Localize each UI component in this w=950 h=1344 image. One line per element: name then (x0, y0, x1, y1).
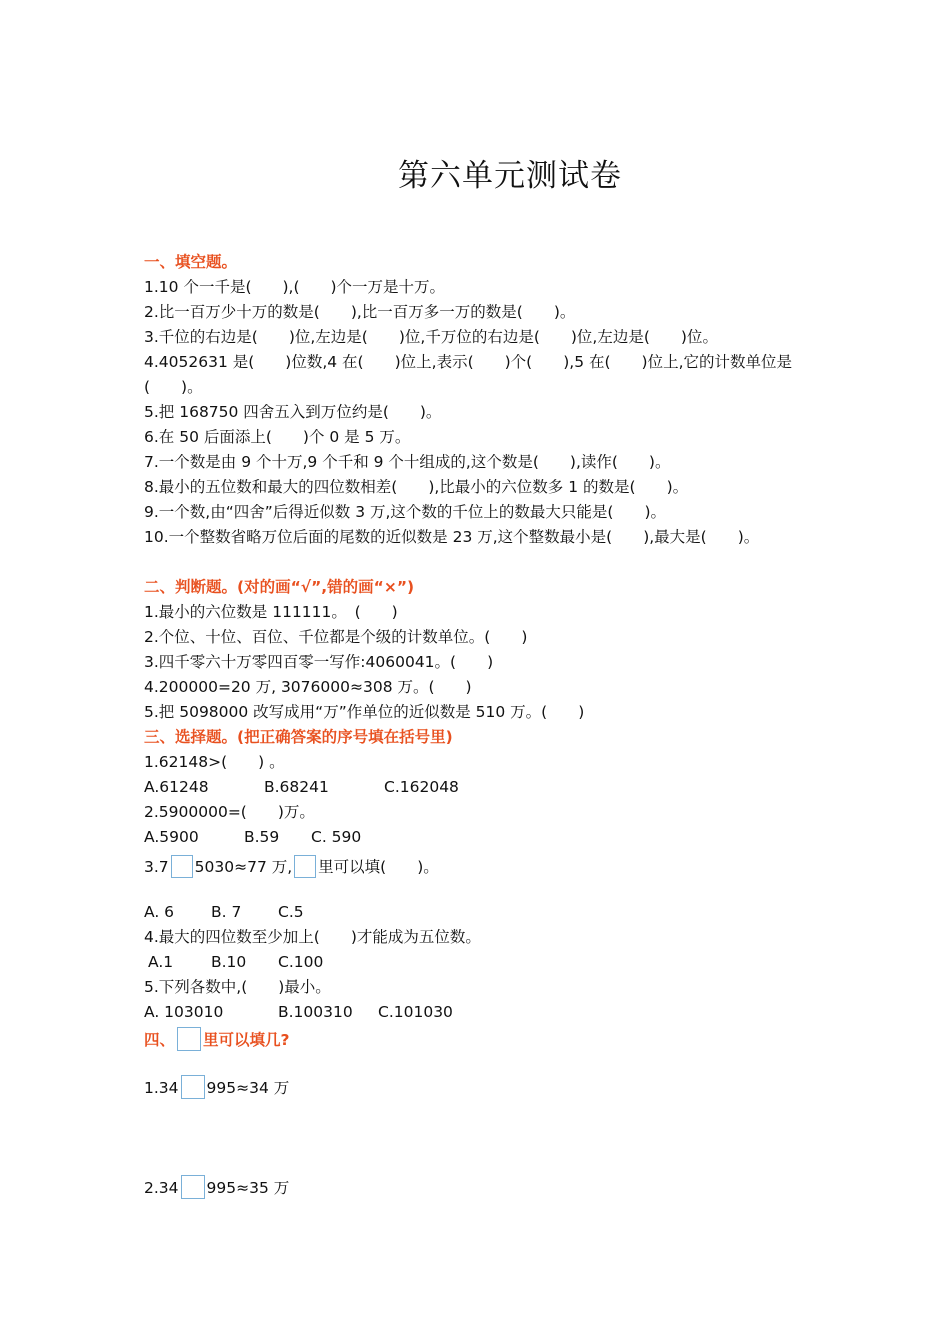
fill-question-4: 4.4052631 是( )位数,4 在( )位上,表示( )个( ),5 在( )位上,它的计数单位是( )。 (144, 353, 793, 396)
fill-question-2: 2.比一百万少十万的数是( ),比一百万多一万的数是( )。 (144, 303, 576, 321)
q3-suffix: 里可以填( )。 (318, 858, 439, 876)
worksheet-body (144, 250, 814, 1203)
option-b: B.59 (244, 828, 280, 846)
blank-box-icon (181, 1175, 205, 1199)
box-question-2 (144, 1173, 814, 1203)
option-b: B.10 (211, 953, 247, 971)
option-a: A. 103010 (144, 1003, 224, 1021)
fill-question-5: 5.把 168750 四舍五入到万位约是( )。 (144, 403, 442, 421)
option-a: A.1 (148, 953, 174, 971)
section-judge-heading: 二、判断题。(对的画“√”,错的画“×”) (144, 578, 415, 596)
option-c: C.101030 (378, 1003, 453, 1021)
box-question-1 (144, 1073, 814, 1103)
option-b: B. 7 (211, 903, 242, 921)
page-title: 第六单元测试卷 (398, 158, 622, 194)
blank-box-icon (294, 855, 316, 878)
box-q2-prefix: 2.34 (144, 1179, 179, 1197)
fill-question-8: 8.最小的五位数和最大的四位数相差( ),比最小的六位数多 1 的数是( )。 (144, 478, 689, 496)
choice-question-1: 1.62148>( ) 。 (144, 753, 285, 771)
blank-box-icon (181, 1075, 205, 1099)
choice-question-2: 2.5900000=( )万。 (144, 803, 315, 821)
choice-question-2-options (144, 825, 814, 850)
option-a: A.61248 (144, 778, 209, 796)
fill-question-7: 7.一个数是由 9 个十万,9 个千和 9 个十组成的,这个数是( ),读作( )。 (144, 453, 671, 471)
fill-question-10: 10.一个整数省略万位后面的尾数的近似数是 23 万,这个整数最小是( ),最大是( )。 (144, 528, 760, 546)
judge-question-5: 5.把 5098000 改写成用“万”作单位的近似数是 510 万。( ) (144, 703, 585, 721)
option-c: C.162048 (384, 778, 459, 796)
choice-question-5-options (144, 1000, 814, 1025)
judge-question-2: 2.个位、十位、百位、千位都是个级的计数单位。( ) (144, 628, 528, 646)
option-b: B.100310 (278, 1003, 353, 1021)
choice-question-3-options (144, 900, 814, 925)
fill-question-9: 9.一个数,由“四舍”后得近似数 3 万,这个数的千位上的数最大只能是( )。 (144, 503, 667, 521)
q3-prefix: 3.7 (144, 858, 169, 876)
blank-box-icon (171, 855, 193, 878)
option-c: C. 590 (311, 828, 362, 846)
choice-question-5: 5.下列各数中,( )最小。 (144, 978, 331, 996)
choice-question-1-options (144, 775, 814, 800)
box-q2-suffix: 995≈35 万 (206, 1179, 290, 1197)
blank-box-icon (177, 1027, 201, 1051)
fill-question-1: 1.10 个一千是( ),( )个一万是十万。 (144, 278, 446, 296)
option-c: C.100 (278, 953, 324, 971)
q3-middle: 5030≈77 万, (194, 858, 293, 876)
choice-question-4-options (144, 950, 814, 975)
option-b: B.68241 (264, 778, 329, 796)
option-a: A. 6 (144, 903, 175, 921)
judge-question-3: 3.四千零六十万零四百零一写作:4060041。( ) (144, 653, 494, 671)
fill-question-6: 6.在 50 后面添上( )个 0 是 5 万。 (144, 428, 411, 446)
judge-question-1: 1.最小的六位数是 111111。 ( ) (144, 603, 398, 621)
section-box-heading (144, 1025, 814, 1055)
box-q1-suffix: 995≈34 万 (206, 1079, 290, 1097)
section-box-heading-suffix: 里可以填几? (203, 1031, 290, 1049)
fill-question-3: 3.千位的右边是( )位,左边是( )位,千万位的右边是( )位,左边是( )位。 (144, 328, 718, 346)
option-c: C.5 (278, 903, 304, 921)
choice-question-4: 4.最大的四位数至少加上( )才能成为五位数。 (144, 928, 481, 946)
section-box-heading-prefix: 四、 (144, 1031, 176, 1049)
option-a: A.5900 (144, 828, 199, 846)
section-fill-heading: 一、填空题。 (144, 253, 238, 271)
section-choice-heading: 三、选择题。(把正确答案的序号填在括号里) (144, 728, 453, 746)
box-q1-prefix: 1.34 (144, 1079, 179, 1097)
judge-question-4: 4.200000=20 万, 3076000≈308 万。( ) (144, 678, 472, 696)
choice-question-3 (144, 852, 814, 882)
